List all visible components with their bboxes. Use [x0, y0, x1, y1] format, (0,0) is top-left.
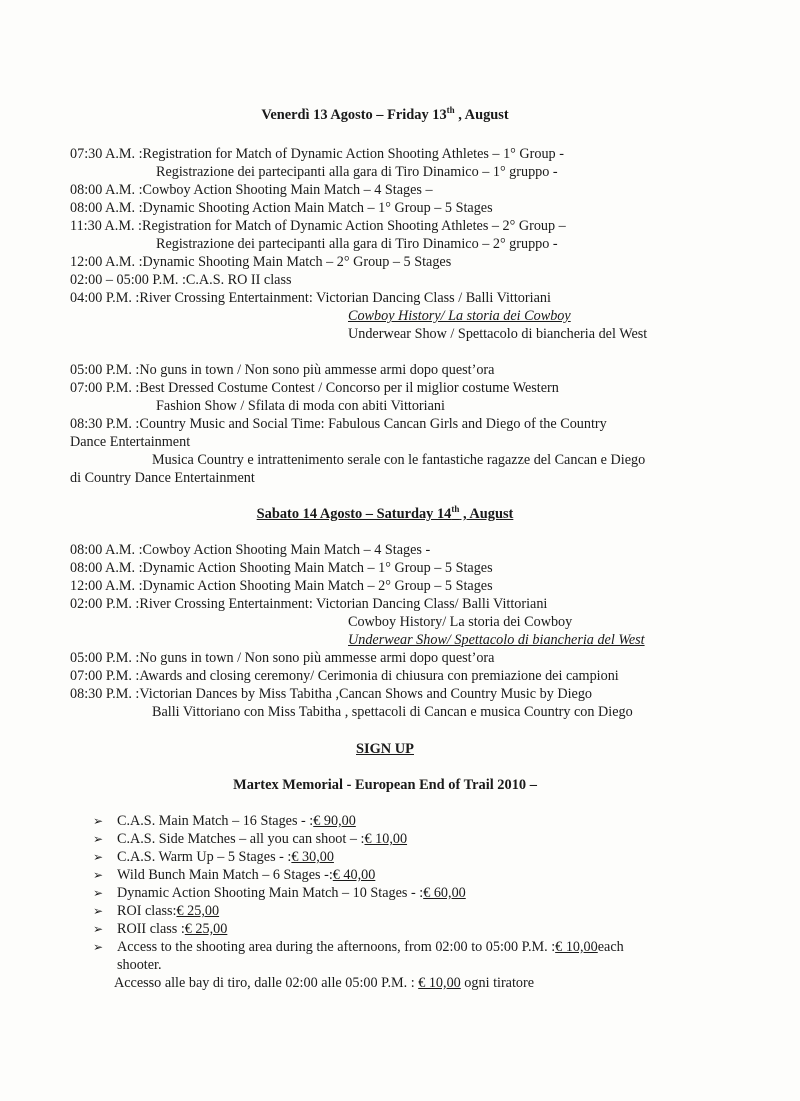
saturday-heading-sup: th	[451, 504, 460, 515]
signup-item-price: € 10,00	[364, 831, 408, 847]
schedule-desc: Dynamic Shooting Main Match – 2° Group – 5 Stages	[142, 254, 452, 270]
schedule-time: 05:00 P.M. :	[70, 362, 140, 378]
arrow-bullet-icon: ➢	[93, 868, 104, 882]
schedule-wrap: Dance Entertainment	[70, 434, 191, 450]
schedule-time: 07:30 A.M. :	[70, 146, 143, 162]
schedule-continuation: Musica Country e intrattenimento serale con le fantastiche ragazze del Cancan e Diego	[152, 452, 646, 468]
signup-item-label: C.A.S. Main Match – 16 Stages - :	[117, 813, 314, 829]
signup-item-price: € 25,00	[184, 921, 228, 937]
saturday-heading	[0, 505, 770, 523]
arrow-bullet-icon: ➢	[93, 850, 104, 864]
schedule-continuation-italic: Underwear Show/ Spettacolo di biancheria del West	[348, 632, 645, 648]
schedule-continuation: Registrazione dei partecipanti alla gara di Tiro Dinamico – 2° gruppo -	[156, 236, 558, 252]
access-label: Access to the shooting area during the afternoons, from 02:00 to 05:00 P.M. :	[117, 939, 556, 955]
arrow-bullet-icon: ➢	[93, 940, 104, 954]
signup-item-price: € 60,00	[423, 885, 466, 901]
list-item	[93, 812, 713, 830]
schedule-wrap: di Country Dance Entertainment	[70, 470, 255, 486]
schedule-time: 12:00 A.M. :	[70, 578, 143, 594]
signup-title-text: SIGN UP	[356, 741, 414, 757]
signup-item-label: Dynamic Action Shooting Main Match – 10 Stages - :	[117, 885, 424, 901]
schedule-desc: Country Music and Social Time: Fabulous Cancan Girls and Diego of the Country	[139, 416, 607, 432]
list-item	[93, 902, 713, 920]
list-item	[93, 848, 713, 866]
schedule-desc: C.A.S. RO II class	[185, 272, 292, 288]
schedule-row	[70, 271, 760, 289]
schedule-desc: Dynamic Shooting Action Main Match – 1° Group – 5 Stages	[142, 200, 493, 216]
schedule-row	[70, 199, 760, 217]
saturday-heading-month: , August	[459, 506, 514, 522]
schedule-continuation: Cowboy History/ La storia dei Cowboy	[348, 614, 573, 630]
list-item	[93, 884, 713, 902]
schedule-time: 12:00 A.M. :	[70, 254, 143, 270]
access-it-after: ogni tiratore	[460, 975, 535, 991]
signup-item-price: € 25,00	[176, 903, 220, 919]
signup-item-label: ROI class:	[117, 903, 177, 919]
schedule-desc: No guns in town / Non sono più ammesse armi dopo quest’ora	[139, 362, 495, 378]
schedule-row	[70, 379, 760, 397]
schedule-desc: Dynamic Action Shooting Main Match – 1° Group – 5 Stages	[142, 560, 493, 576]
signup-item-label: ROII class :	[117, 921, 185, 937]
schedule-row	[70, 217, 760, 235]
schedule-time: 08:30 P.M. :	[70, 416, 140, 432]
schedule-row	[70, 181, 760, 199]
schedule-time: 08:00 A.M. :	[70, 200, 143, 216]
signup-list	[93, 812, 713, 974]
signup-item-label: C.A.S. Side Matches – all you can shoot – :	[117, 831, 365, 847]
schedule-time: 07:00 P.M. :	[70, 668, 140, 684]
access-italian	[114, 974, 534, 992]
access-it-label: Accesso alle bay di tiro, dalle 02:00 alle 05:00 P.M. :	[114, 975, 419, 991]
signup-item-price: € 40,00	[332, 867, 376, 883]
access-price: € 10,00	[555, 939, 598, 955]
schedule-row	[70, 253, 760, 271]
schedule-row	[70, 145, 760, 163]
saturday-heading-text: Sabato 14 Agosto – Saturday 14	[256, 506, 452, 522]
schedule-time: 07:00 P.M. :	[70, 380, 140, 396]
access-after: each	[597, 939, 624, 955]
schedule-time: 05:00 P.M. :	[70, 650, 140, 666]
schedule-time: 02:00 – 05:00 P.M. :	[70, 272, 186, 288]
schedule-row	[70, 415, 760, 433]
signup-item-label: Wild Bunch Main Match – 6 Stages -:	[117, 867, 333, 883]
schedule-desc: Cowboy Action Shooting Main Match – 4 Stages -	[142, 542, 431, 558]
schedule-time: 02:00 P.M. :	[70, 596, 140, 612]
schedule-time: 08:30 P.M. :	[70, 686, 140, 702]
schedule-continuation: Fashion Show / Sfilata di moda con abiti Vittoriani	[156, 398, 445, 414]
arrow-bullet-icon: ➢	[93, 814, 104, 828]
schedule-continuation: Underwear Show / Spettacolo di biancheria del West	[348, 326, 648, 342]
schedule-row	[70, 595, 760, 613]
schedule-desc: River Crossing Entertainment: Victorian Dancing Class/ Balli Vittoriani	[139, 596, 548, 612]
schedule-time: 08:00 A.M. :	[70, 542, 143, 558]
signup-item-price: € 30,00	[291, 849, 334, 865]
signup-item-label: C.A.S. Warm Up – 5 Stages - :	[117, 849, 292, 865]
list-item	[93, 938, 713, 956]
list-item	[93, 830, 713, 848]
schedule-time: 11:30 A.M. :	[70, 218, 142, 234]
schedule-continuation: Registrazione dei partecipanti alla gara di Tiro Dinamico – 1° gruppo -	[156, 164, 558, 180]
schedule-desc: Victorian Dances by Miss Tabitha ,Cancan Shows and Country Music by Diego	[139, 686, 593, 702]
signup-title	[0, 740, 770, 758]
schedule-desc: Dynamic Action Shooting Main Match – 2° Group – 5 Stages	[142, 578, 493, 594]
schedule-desc: Awards and closing ceremony/ Cerimonia di chiusura con premiazione dei campioni	[139, 668, 619, 684]
friday-heading-sup: th	[446, 105, 455, 116]
schedule-row	[70, 289, 760, 307]
arrow-bullet-icon: ➢	[93, 904, 104, 918]
schedule-desc: No guns in town / Non sono più ammesse armi dopo quest’ora	[139, 650, 495, 666]
schedule-row	[70, 649, 760, 667]
access-wrap: shooter.	[117, 957, 162, 973]
schedule-continuation-italic: Cowboy History/ La storia dei Cowboy	[348, 308, 571, 324]
schedule-desc: Registration for Match of Dynamic Action Shooting Athletes – 1° Group -	[142, 146, 564, 162]
schedule-row	[70, 577, 760, 595]
schedule-row	[70, 559, 760, 577]
schedule-desc: Registration for Match of Dynamic Action Shooting Athletes – 2° Group –	[142, 218, 566, 234]
list-item	[93, 920, 713, 938]
arrow-bullet-icon: ➢	[93, 922, 104, 936]
access-it-price: € 10,00	[418, 975, 461, 991]
schedule-desc: Cowboy Action Shooting Main Match – 4 Stages –	[142, 182, 433, 198]
friday-schedule	[70, 145, 760, 487]
friday-heading-text: Venerdì 13 Agosto – Friday 13	[261, 107, 447, 123]
schedule-time: 08:00 A.M. :	[70, 560, 143, 576]
arrow-bullet-icon: ➢	[93, 886, 104, 900]
schedule-time: 04:00 P.M. :	[70, 290, 140, 306]
list-item	[93, 866, 713, 884]
signup-subtitle: Martex Memorial - European End of Trail 2010 –	[233, 777, 537, 793]
signup-item-price: € 90,00	[313, 813, 356, 829]
schedule-desc: Best Dressed Costume Contest / Concorso per il miglior costume Western	[139, 380, 559, 396]
arrow-bullet-icon: ➢	[93, 832, 104, 846]
schedule-time: 08:00 A.M. :	[70, 182, 143, 198]
saturday-schedule	[70, 541, 760, 721]
schedule-desc: River Crossing Entertainment: Victorian Dancing Class / Balli Vittoriani	[139, 290, 551, 306]
schedule-row	[70, 541, 760, 559]
schedule-continuation: Balli Vittoriano con Miss Tabitha , spettacoli di Cancan e musica Country con Diego	[152, 704, 633, 720]
schedule-row	[70, 667, 760, 685]
friday-heading	[0, 106, 770, 124]
schedule-row	[70, 361, 760, 379]
friday-heading-month: , August	[454, 107, 509, 123]
schedule-row	[70, 685, 760, 703]
